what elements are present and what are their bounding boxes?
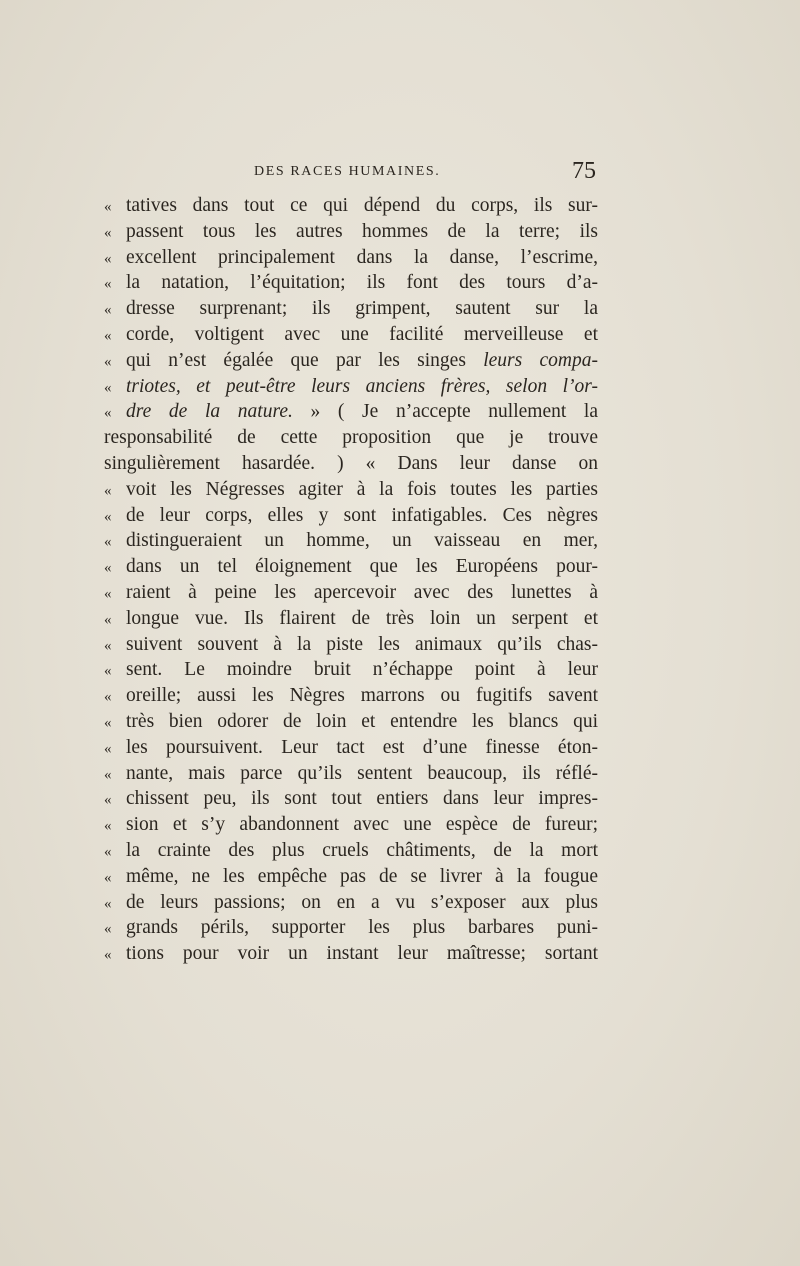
quote-mark: « [104, 508, 112, 525]
line-text: corde, voltigent avec une facilité merveilleuse et [126, 323, 598, 345]
quote-mark: « [104, 947, 112, 964]
text-line [104, 812, 598, 838]
text-line [104, 735, 598, 761]
quote-mark: « [104, 714, 112, 731]
line-text: passent tous les autres hommes de la terre; ils [126, 220, 598, 242]
line-text: nante, mais parce qu’ils sentent beaucoup, ils réflé- [126, 762, 598, 784]
line-text: dans un tel éloignement que les Européens pour- [126, 556, 598, 578]
text-line [104, 941, 598, 967]
text-line [104, 193, 598, 219]
line-text: voit les Négresses agiter à la fois toutes les parties [126, 478, 598, 500]
page-number: 75 [572, 158, 596, 184]
quote-mark: « [104, 379, 112, 396]
text-line [104, 503, 598, 529]
quote-mark: « [104, 895, 112, 912]
text-line [104, 528, 598, 554]
line-text: sent. Le moindre bruit n’échappe point à leur [126, 659, 598, 681]
quote-mark: « [104, 224, 112, 241]
line-text: tions pour voir un instant leur maîtresse; sortant [126, 943, 598, 965]
quote-mark: « [104, 689, 112, 706]
line-text: chissent peu, ils sont tout entiers dans leur impres- [126, 788, 598, 810]
text-line [104, 348, 598, 374]
text-line [104, 399, 598, 425]
text-line [104, 322, 598, 348]
line-text: la crainte des plus cruels châtiments, de la mort [126, 839, 598, 861]
quote-mark: « [104, 250, 112, 267]
line-text: excellent principalement dans la danse, l’escrime, [126, 246, 598, 268]
line-text: très bien odorer de loin et entendre les blancs qui [126, 710, 598, 732]
quote-mark: « [104, 611, 112, 628]
line-text: sion et s’y abandonnent avec une espèce de fureur; [126, 814, 598, 836]
line-text: responsabilité de cette proposition que je trouve [104, 427, 598, 449]
line-text: singulièrement hasardée. ) « Dans leur danse on [104, 452, 598, 474]
text-line [104, 838, 598, 864]
text-line [104, 915, 598, 941]
line-text: suivent souvent à la piste les animaux qu’ils chas- [126, 633, 598, 655]
italic-text: leurs compa- [483, 349, 598, 371]
line-text: les poursuivent. Leur tact est d’une finesse éton- [126, 736, 598, 758]
quote-mark: « [104, 585, 112, 602]
text-line [104, 296, 598, 322]
body-text [104, 193, 598, 967]
quote-mark: « [104, 818, 112, 835]
quote-mark: « [104, 740, 112, 757]
text-line [104, 683, 598, 709]
quote-mark: « [104, 869, 112, 886]
text-line [104, 451, 598, 477]
line-text: distingueraient un homme, un vaisseau en mer, [126, 530, 598, 552]
text-line [104, 709, 598, 735]
quote-mark: « [104, 843, 112, 860]
quote-mark: « [104, 766, 112, 783]
text-line [104, 657, 598, 683]
quote-mark: « [104, 353, 112, 370]
quote-mark: « [104, 663, 112, 680]
text-line [104, 245, 598, 271]
quote-mark: « [104, 276, 112, 293]
line-text: grands périls, supporter les plus barbares puni- [126, 917, 598, 939]
text-line [104, 606, 598, 632]
text-line [104, 477, 598, 503]
quote-mark: « [104, 327, 112, 344]
text-line [104, 580, 598, 606]
text-line [104, 425, 598, 451]
line-text: qui n’est égalée que par les singes [126, 349, 484, 371]
text-line [104, 270, 598, 296]
line-text: longue vue. Ils flairent de très loin un serpent et [126, 607, 598, 629]
line-text: la natation, l’équitation; ils font des tours d’a- [126, 272, 598, 294]
text-line [104, 632, 598, 658]
italic-text: dre de la nature. [126, 401, 293, 423]
line-text: de leur corps, elles y sont infatigables. Ces nègres [126, 504, 598, 526]
quote-mark: « [104, 921, 112, 938]
quote-mark: « [104, 405, 112, 422]
text-line [104, 554, 598, 580]
text-line [104, 761, 598, 787]
text-line [104, 219, 598, 245]
quote-mark: « [104, 302, 112, 319]
line-text: même, ne les empêche pas de se livrer à la fougue [126, 865, 598, 887]
quote-mark: « [104, 534, 112, 551]
line-text: tatives dans tout ce qui dépend du corps, ils sur- [126, 195, 598, 216]
text-line [104, 786, 598, 812]
italic-text: triotes, et peut-être leurs anciens frères, selon l’or- [126, 375, 598, 397]
quote-mark: « [104, 482, 112, 499]
text-line [104, 374, 598, 400]
quote-mark: « [104, 637, 112, 654]
quote-mark: « [104, 792, 112, 809]
running-title: DES RACES HUMAINES. [254, 164, 441, 179]
line-text: de leurs passions; on en a vu s’exposer aux plus [126, 891, 598, 913]
line-text: raient à peine les apercevoir avec des lunettes à [126, 581, 598, 603]
text-line [104, 890, 598, 916]
line-text: dresse surprenant; ils grimpent, sautent sur la [126, 298, 598, 320]
line-text: oreille; aussi les Nègres marrons ou fugitifs savent [126, 685, 598, 707]
quote-mark: « [104, 199, 112, 215]
text-line [104, 864, 598, 890]
line-text: » ( Je n’accepte nullement la [292, 401, 598, 423]
quote-mark: « [104, 560, 112, 577]
running-head [104, 158, 598, 192]
